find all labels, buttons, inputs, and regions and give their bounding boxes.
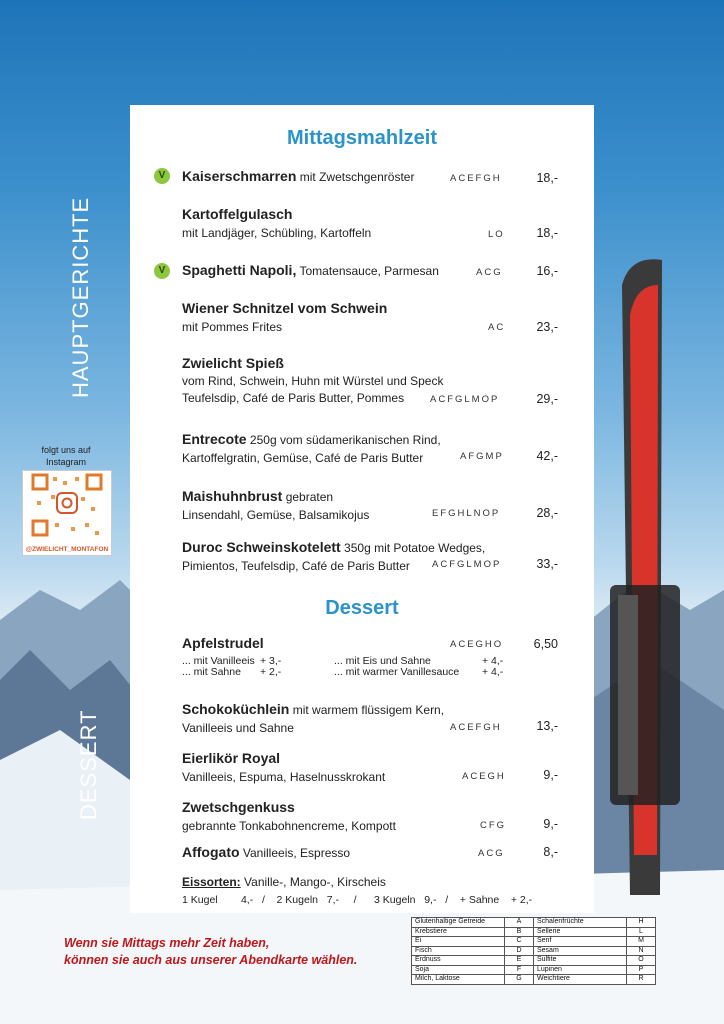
- ice-cream-flavors: [182, 875, 562, 889]
- vegetarian-badge: V: [154, 263, 170, 279]
- allergen-codes: ACEFGH: [450, 173, 502, 184]
- item-price: 29,-: [536, 392, 558, 406]
- item-desc: mit Zwetschgenröster: [299, 170, 415, 184]
- allergen-codes: ACEGHO: [450, 639, 504, 650]
- menu-item-spaghetti: [182, 262, 562, 278]
- item-name: Kaiserschmarren: [182, 168, 297, 184]
- allergen-legend: [411, 917, 656, 985]
- allergen-code: N: [627, 946, 656, 956]
- allergen-name: Milch, Laktose: [412, 975, 505, 985]
- allergen-codes: AC: [488, 322, 506, 333]
- allergen-codes: ACFGLMOP: [432, 559, 502, 570]
- allergen-codes: ACEFGH: [450, 722, 502, 733]
- menu-item-kartoffelgulasch: [182, 206, 562, 244]
- allergen-name: Ei: [412, 937, 505, 947]
- note-line1: Wenn sie Mittags mehr Zeit haben,: [64, 936, 270, 950]
- allergen-row: [412, 956, 656, 966]
- item-name: Maishuhnbrust: [182, 488, 283, 504]
- item-name: Entrecote: [182, 431, 247, 447]
- allergen-code: P: [627, 965, 656, 975]
- item-price: 8,-: [543, 845, 558, 859]
- lunch-title: Mittagsmahlzeit: [286, 127, 438, 149]
- item-price: 28,-: [536, 506, 558, 520]
- allergen-row: [412, 975, 656, 985]
- allergen-codes: EFGHLNOP: [432, 508, 501, 519]
- item-name: Schokoküchlein: [182, 701, 290, 717]
- option-label: ... mit Vanilleeis: [182, 655, 255, 667]
- item-name: Kartoffelgulasch: [182, 206, 293, 222]
- ice-prices: 1 Kugel 4,- / 2 Kugeln 7,- / 3 Kugeln 9,- / + Sahne + 2,-: [182, 894, 533, 906]
- option-price: + 3,-: [260, 655, 282, 667]
- item-name: Spaghetti Napoli,: [182, 262, 297, 278]
- evening-menu-note: [64, 935, 357, 969]
- allergen-code: B: [505, 927, 534, 937]
- item-desc: Vanilleeis, Espresso: [242, 846, 351, 860]
- side-label-dessert: DESSERT: [76, 709, 101, 820]
- menu-item-maishuhnbrust: [182, 487, 562, 524]
- item-price: 13,-: [536, 719, 558, 733]
- strudel-options: [182, 656, 522, 678]
- item-desc: gebraten: [285, 490, 334, 504]
- item-desc: mit Pommes Frites: [182, 320, 283, 334]
- item-desc-2: Linsendahl, Gemüse, Balsamikojus: [182, 508, 370, 522]
- menu-item-apfelstrudel: [182, 635, 562, 651]
- note-line2: können sie auch aus unserer Abendkarte wählen.: [64, 953, 358, 967]
- follow-line2: Instagram: [45, 457, 87, 467]
- allergen-codes: ACG: [478, 848, 505, 859]
- allergen-name: Sellerie: [534, 927, 627, 937]
- item-desc: 350g mit Potatoe Wedges,: [344, 541, 486, 555]
- menu-item-duroc: [182, 538, 562, 575]
- allergen-name: Lupinen: [534, 965, 627, 975]
- allergen-code: E: [505, 956, 534, 966]
- allergen-code: C: [505, 937, 534, 947]
- allergen-row: [412, 927, 656, 937]
- item-price: 9,-: [543, 817, 558, 831]
- allergen-code: A: [505, 918, 534, 928]
- menu-item-zwielicht-spiess: [182, 355, 562, 407]
- item-desc-2: Kartoffelgratin, Gemüse, Café de Paris Butter: [182, 451, 424, 465]
- item-desc: mit warmem flüssigem Kern,: [292, 703, 445, 717]
- allergen-code: R: [627, 975, 656, 985]
- item-price: 6,50: [533, 637, 558, 651]
- menu-item-kaiserschmarren: [182, 168, 562, 184]
- item-name: Duroc Schweinskotelett: [182, 539, 341, 555]
- dessert-title: Dessert: [325, 597, 399, 619]
- side-label-hauptgerichte: HAUPTGERICHTE: [68, 196, 93, 398]
- menu-item-entrecote: [182, 430, 562, 467]
- allergen-code: G: [505, 975, 534, 985]
- allergen-name: Senf: [534, 937, 627, 947]
- item-price: 42,-: [536, 449, 558, 463]
- allergen-codes: AFGMP: [460, 451, 504, 462]
- item-name: Eierlikör Royal: [182, 750, 281, 766]
- follow-line1: folgt uns auf: [41, 445, 91, 455]
- instagram-note: [20, 444, 112, 468]
- allergen-code: D: [505, 946, 534, 956]
- item-name: Apfelstrudel: [182, 635, 264, 651]
- allergen-codes: CFG: [480, 820, 507, 831]
- item-price: 9,-: [543, 768, 558, 782]
- item-name: Zwetschgenkuss: [182, 799, 295, 815]
- item-desc-2: Pimientos, Teufelsdip, Café de Paris Butter: [182, 559, 410, 573]
- menu-item-schokokuechlein: [182, 700, 562, 737]
- item-desc: Vanilleeis, Espuma, Haselnusskrokant: [182, 770, 386, 784]
- item-desc-2: Vanilleeis und Sahne: [182, 721, 294, 735]
- allergen-code: F: [505, 965, 534, 975]
- allergen-codes: ACFGLMOP: [430, 394, 500, 405]
- option-price: + 2,-: [260, 666, 282, 678]
- option-label: ... mit Sahne: [182, 666, 241, 678]
- allergen-name: Soja: [412, 965, 505, 975]
- option-price: + 4,-: [482, 655, 504, 667]
- allergen-row: [412, 965, 656, 975]
- item-name: Affogato: [182, 844, 240, 860]
- option-label: ... mit warmer Vanillesauce: [334, 666, 460, 678]
- item-desc: 250g vom südamerikanischen Rind,: [249, 433, 441, 447]
- item-price: 33,-: [536, 557, 558, 571]
- allergen-name: Glutenhaltige Getreide: [412, 918, 505, 928]
- option-price: + 4,-: [482, 666, 504, 678]
- allergen-codes: ACG: [476, 267, 503, 278]
- item-desc: Tomatensauce, Parmesan: [299, 264, 439, 278]
- item-desc-2: Teufelsdip, Café de Paris Butter, Pommes: [182, 391, 405, 405]
- vegetarian-badge: V: [154, 168, 170, 184]
- item-name: Wiener Schnitzel vom Schwein: [182, 300, 388, 316]
- item-desc: gebrannte Tonkabohnencreme, Kompott: [182, 819, 396, 833]
- allergen-row: [412, 918, 656, 928]
- ski-illustration: [600, 255, 700, 905]
- item-price: 23,-: [536, 320, 558, 334]
- allergen-code: O: [627, 956, 656, 966]
- allergen-name: Weichtiere: [534, 975, 627, 985]
- instagram-handle: @ZWIELICHT_MONTAFON: [25, 546, 109, 553]
- allergen-name: Sesam: [534, 946, 627, 956]
- ice-label: Eissorten:: [182, 875, 241, 889]
- menu-item-affogato: [182, 844, 562, 860]
- allergen-code: H: [627, 918, 656, 928]
- allergen-codes: ACEGH: [462, 771, 506, 782]
- item-name: Zwielicht Spieß: [182, 355, 284, 371]
- item-price: 18,-: [536, 226, 558, 240]
- option-label: ... mit Eis und Sahne: [334, 655, 431, 667]
- allergen-codes: LO: [488, 229, 505, 240]
- ice-flavors: Vanille-, Mango-, Kirscheis: [244, 875, 386, 889]
- allergen-name: Fisch: [412, 946, 505, 956]
- allergen-name: Krebstiere: [412, 927, 505, 937]
- qr-code-icon: [23, 471, 111, 541]
- allergen-row: [412, 937, 656, 947]
- item-desc: mit Landjäger, Schübling, Kartoffeln: [182, 226, 372, 240]
- allergen-code: M: [627, 937, 656, 947]
- item-price: 18,-: [536, 171, 558, 185]
- allergen-code: L: [627, 927, 656, 937]
- instagram-qr-code[interactable]: [22, 470, 112, 556]
- allergen-row: [412, 946, 656, 956]
- item-desc: vom Rind, Schwein, Huhn mit Würstel und Speck: [182, 374, 444, 388]
- menu-panel: [130, 105, 594, 913]
- item-price: 16,-: [536, 264, 558, 278]
- allergen-name: Sulfite: [534, 956, 627, 966]
- allergen-name: Erdnuss: [412, 956, 505, 966]
- allergen-name: Schalenfrüchte: [534, 918, 627, 928]
